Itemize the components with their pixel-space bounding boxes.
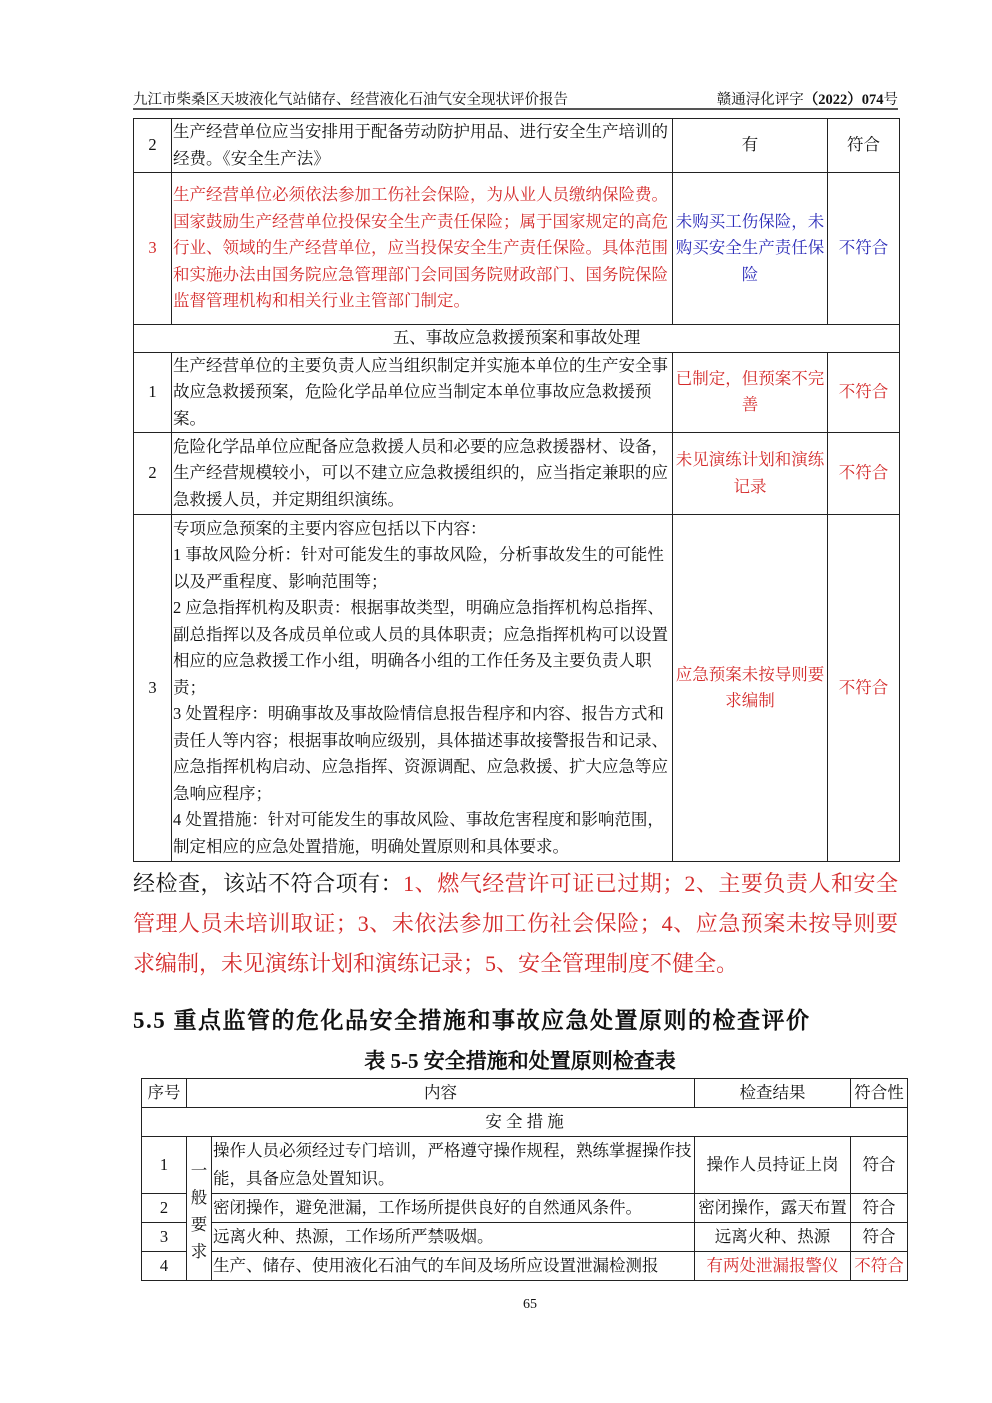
table-row	[142, 1137, 908, 1194]
row-content	[172, 515, 673, 862]
content-line: 2 应急指挥机构及职责：根据事故类型，明确应急指挥机构总指挥、副总指挥以及各成员单位或人员的具体职责；应急指挥机构可以设置相应的应急救援工作小组，明确各小组的工作任务及主要负责人职责；	[173, 598, 668, 697]
table-row	[134, 352, 900, 433]
row-result: 远离火种、热源	[695, 1223, 851, 1252]
report-title: 九江市柴桑区天坡液化气站储存、经营液化石油气安全现状评价报告	[133, 92, 568, 108]
row-conformity: 符合	[851, 1137, 908, 1194]
header-no: 序号	[142, 1079, 187, 1108]
table-row	[134, 119, 900, 173]
doc-no-suffix: 号	[883, 92, 898, 108]
row-result: 操作人员持证上岗	[695, 1137, 851, 1194]
row-conformity: 不符合	[851, 1252, 908, 1281]
group-label: 一般要求	[187, 1137, 212, 1281]
content-line: 专项应急预案的主要内容应包括以下内容：	[173, 518, 487, 538]
row-number: 1	[134, 352, 172, 433]
row-content: 远离火种、热源，工作场所严禁吸烟。	[212, 1223, 695, 1252]
row-number: 1	[142, 1137, 187, 1194]
row-result: 未购买工伤保险，未购买安全生产责任保险	[673, 173, 828, 325]
safety-measures-table	[141, 1078, 908, 1281]
row-number: 2	[134, 119, 172, 173]
row-content	[172, 173, 673, 325]
page-number: 65	[523, 1297, 537, 1312]
doc-no-prefix: 赣通浔化评字	[716, 92, 804, 108]
row-conformity: 不符合	[828, 433, 900, 515]
table-row	[134, 433, 900, 515]
row-number: 3	[142, 1223, 187, 1252]
summary-lead: 经检查，该站不符合项有：	[133, 871, 404, 896]
row-content: 操作人员必须经过专门培训，严格遵守操作规程，熟练掌握操作技能，具备应急处置知识。	[212, 1137, 695, 1194]
content-line: 4 处置措施：针对可能发生的事故风险、事故危害程度和影响范围，制定相应的应急处置措施，明确处置原则和具体要求。	[173, 810, 664, 856]
row-content: 危险化学品单位应配备应急救援人员和必要的应急救援器材、设备，生产经营规模较小，可以不建立应急救援组织的，应当指定兼职的应急救援人员，并定期组织演练。	[172, 433, 673, 515]
row-result: 已制定，但预案不完善	[673, 352, 828, 433]
summary-items: 1、燃气经营许可证已过期；2、主要负责人和安全管理人员未培训取证；3、未依法参加工伤社会保险；4、应急预案未按导则要求编制，未见演练计划和演练记录；5、安全管理制度不健全。	[133, 871, 898, 976]
row-number: 3	[134, 515, 172, 862]
header-divider	[133, 108, 898, 110]
content-part-a: 生产经营单位必须依法参加工伤社会保险，为从业人员缴纳保险费。	[173, 185, 668, 205]
checklist-table	[133, 118, 900, 862]
header-row	[142, 1079, 908, 1108]
section-title: 五、事故应急救援预案和事故处理	[134, 325, 900, 353]
row-conformity: 不符合	[828, 515, 900, 862]
table-row	[142, 1223, 908, 1252]
document-number	[717, 88, 898, 109]
row-result: 应急预案未按导则要求编制	[673, 515, 828, 862]
row-conformity: 符合	[851, 1194, 908, 1223]
table-title: 表 5-5 安全措施和处置原则检查表	[364, 1049, 676, 1073]
row-result: 有两处泄漏报警仪	[695, 1252, 851, 1281]
table-row	[142, 1252, 908, 1281]
row-content: 生产经营单位的主要负责人应当组织制定并实施本单位的生产安全事故应急救援预案，危险化学品单位应当制定本单位事故应急救援预案。	[172, 352, 673, 433]
table-row	[134, 173, 900, 325]
row-result: 密闭操作，露天布置	[695, 1194, 851, 1223]
header-content: 内容	[187, 1079, 695, 1108]
row-number: 2	[134, 433, 172, 515]
content-part-b: 国家鼓励生产经营单位投保安全生产责任保险；属于国家规定的高危行业、领域的生产经营单位，应当投保安全生产责任保险。具体范围和实施办法由国务院应急管理部门会同国务院财政部门、国务院保险监督管理机构和相关行业主管部门制定。	[173, 211, 668, 311]
table-row	[134, 515, 900, 862]
row-number: 2	[142, 1194, 187, 1223]
section-title: 安 全 措 施	[142, 1108, 908, 1137]
row-conformity: 符合	[828, 119, 900, 173]
header-result: 检查结果	[695, 1079, 851, 1108]
row-content: 生产、储存、使用液化石油气的车间及场所应设置泄漏检测报	[212, 1252, 695, 1281]
table-row	[142, 1194, 908, 1223]
summary-paragraph	[133, 864, 898, 984]
row-result: 未见演练计划和演练记录	[673, 433, 828, 515]
row-result: 有	[673, 119, 828, 173]
doc-no-year: （2022）074	[803, 92, 884, 108]
row-conformity: 符合	[851, 1223, 908, 1252]
content-line: 1 事故风险分析：针对可能发生的事故风险，分析事故发生的可能性以及严重程度、影响范围等；	[173, 545, 664, 591]
section-row	[142, 1108, 908, 1137]
row-conformity: 不符合	[828, 352, 900, 433]
row-conformity: 不符合	[828, 173, 900, 325]
page-header	[133, 88, 898, 109]
row-content: 密闭操作，避免泄漏，工作场所提供良好的自然通风条件。	[212, 1194, 695, 1223]
section-heading: 5.5 重点监管的危化品安全措施和事故应急处置原则的检查评价	[133, 1008, 811, 1033]
content-line: 3 处置程序：明确事故及事故险情信息报告程序和内容、报告方式和责任人等内容；根据事故响应级别，具体描述事故接警报告和记录、应急指挥机构启动、应急指挥、资源调配、应急救援、扩大应急等应急响应程序；	[173, 704, 668, 803]
row-content: 生产经营单位应当安排用于配备劳动防护用品、进行安全生产培训的经费。《安全生产法》	[172, 119, 673, 173]
row-number: 4	[142, 1252, 187, 1281]
header-conformity: 符合性	[851, 1079, 908, 1108]
section-row	[134, 325, 900, 353]
row-number: 3	[134, 173, 172, 325]
